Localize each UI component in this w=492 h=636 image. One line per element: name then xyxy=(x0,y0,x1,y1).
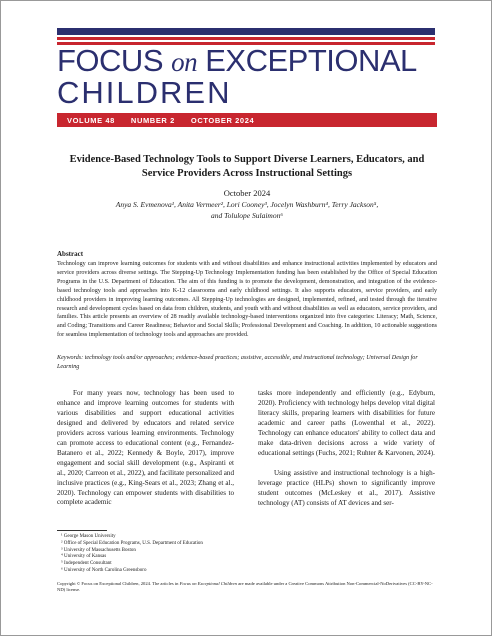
affiliation-item: ³ University of Massachusetts Boston xyxy=(61,547,136,553)
article-title-line-1: Evidence-Based Technology Tools to Support Diverse Learners, Educators, and xyxy=(69,154,425,165)
footnote-divider xyxy=(57,530,107,531)
authors-line-1: Anya S. Evmenova¹, Anita Vermeer², Lori Cooney³, Jocelyn Washburn⁴, Terry Jackson⁵, xyxy=(115,200,379,209)
copyright-notice xyxy=(57,581,437,594)
author-affiliations xyxy=(61,534,381,575)
affiliation-item: ⁵ Independent Consultant xyxy=(61,561,112,567)
masthead-focus: FOCUS xyxy=(57,43,172,78)
affiliation-item: ¹ George Mason University xyxy=(61,534,116,539)
body-column-right xyxy=(258,389,435,508)
copyright-journal: Focus on Exceptional Children xyxy=(179,581,237,586)
affiliation-item: ⁴ University of Kansas xyxy=(61,554,107,560)
abstract-text: Technology can improve learning outcomes for students with and without disabilities and enhance instructional activities implemented by educators and service providers across diverse settings. The Stepping-Up Technology Implementation funding has been established by the Office of Special Education Programs in the U.S. Department of Education. The aim of this funding is to promote the development, demonstration, and integration of the evidence-based technology tools and approaches into K-12 classrooms and early childhood settings. It also supports educators, service providers, and early childhood providers in improving learning outcomes. All Stepping-Up technologies are designed, implemented, refined, and tested through the iterative research and development cycles based on data from children, students, and youth with and without disabilities as well as educators, service providers, and families. This article presents an overview of 28 readily available technology-based interventions organized into five categories: Literacy; Math, Science, and Coding; Transitions and Career Readiness; Behavior and Social Skills; Professional Development and Coaching. In addition, 10 actionable suggestions for seamless implementation of technology tools and approaches are provided. xyxy=(57,261,437,339)
keywords: Keywords: technology tools and/or approaches; evidence-based practices; assistive, accessible, and instructional technology; Universal Design for Learning xyxy=(57,355,418,370)
affiliation-item: ² Office of Special Education Programs, U.S. Department of Education xyxy=(61,540,203,546)
issue-number: NUMBER 2 xyxy=(130,115,175,125)
journal-masthead xyxy=(57,45,437,108)
article-authors xyxy=(77,199,417,221)
body-paragraph: Using assistive and instructional technology is a high-leverage practice (HLPs) shown to significantly improve student outcomes (McLeskey et al., 2017). Assistive technology (AT) consists of AT devices and ser- xyxy=(258,468,435,507)
masthead-navy-rule xyxy=(57,28,435,35)
masthead-on: on xyxy=(171,47,198,77)
copyright-post: are made available under a Creative Commons Attribution Non-Commercial-NoDerivatives (CC-BY-NC-ND) license. xyxy=(57,581,433,593)
abstract-heading: Abstract xyxy=(57,250,84,258)
masthead-line-1 xyxy=(57,45,437,76)
masthead-red-rule-1 xyxy=(57,37,435,40)
article-date: October 2024 xyxy=(223,188,271,198)
issue-bar xyxy=(57,113,437,127)
body-paragraph: tasks more independently and efficiently (e.g., Edyburn, 2020). Proficiency with technology helps develop vital digital literacy skills, preparing learners with disabilities for future academic and career paths (Lowenthal et al., 2022). Technology can enhance educators' ability to collect data and make data-driven decisions across a wide variety of educational settings (Fuchs, 2021; Ruhter & Karvonen, 2024). xyxy=(258,389,435,457)
body-paragraph: For many years now, technology has been used to enhance and improve learning outcomes for students with various disabilities and support educational activities designed and delivered by educators and related service providers across various learning environments. Technology can promote access to educational content (e.g., Fernandez-Batanero et al., 2022; Kennedy & Boyle, 2017), improve engagement and social skill development (e.g., Aspiranti et al., 2020; Carreon et al., 2022), and facilitate personalized and inclusive practices (e.g., King-Sears et al., 2023; Zhang et al., 2020). Technology can empower students with disabilities to complete academic xyxy=(57,389,234,507)
body-column-left xyxy=(57,389,234,508)
article-title-line-2: Service Providers Across Instructional Settings xyxy=(141,168,353,179)
masthead-line-2: CHILDREN xyxy=(57,75,232,110)
affiliation-item: ⁶ University of North Carolina Greensboro xyxy=(61,567,147,573)
authors-line-2: and Tolulope Sulaimon⁶ xyxy=(211,211,283,220)
issue-date: OCTOBER 2024 xyxy=(190,115,255,125)
issue-volume: VOLUME 48 xyxy=(67,115,115,125)
copyright-pre: Copyright © Focus on Exceptional Children, 2024. The articles in xyxy=(57,581,180,586)
article-title xyxy=(57,153,437,181)
masthead-exceptional: EXCEPTIONAL xyxy=(197,43,417,78)
